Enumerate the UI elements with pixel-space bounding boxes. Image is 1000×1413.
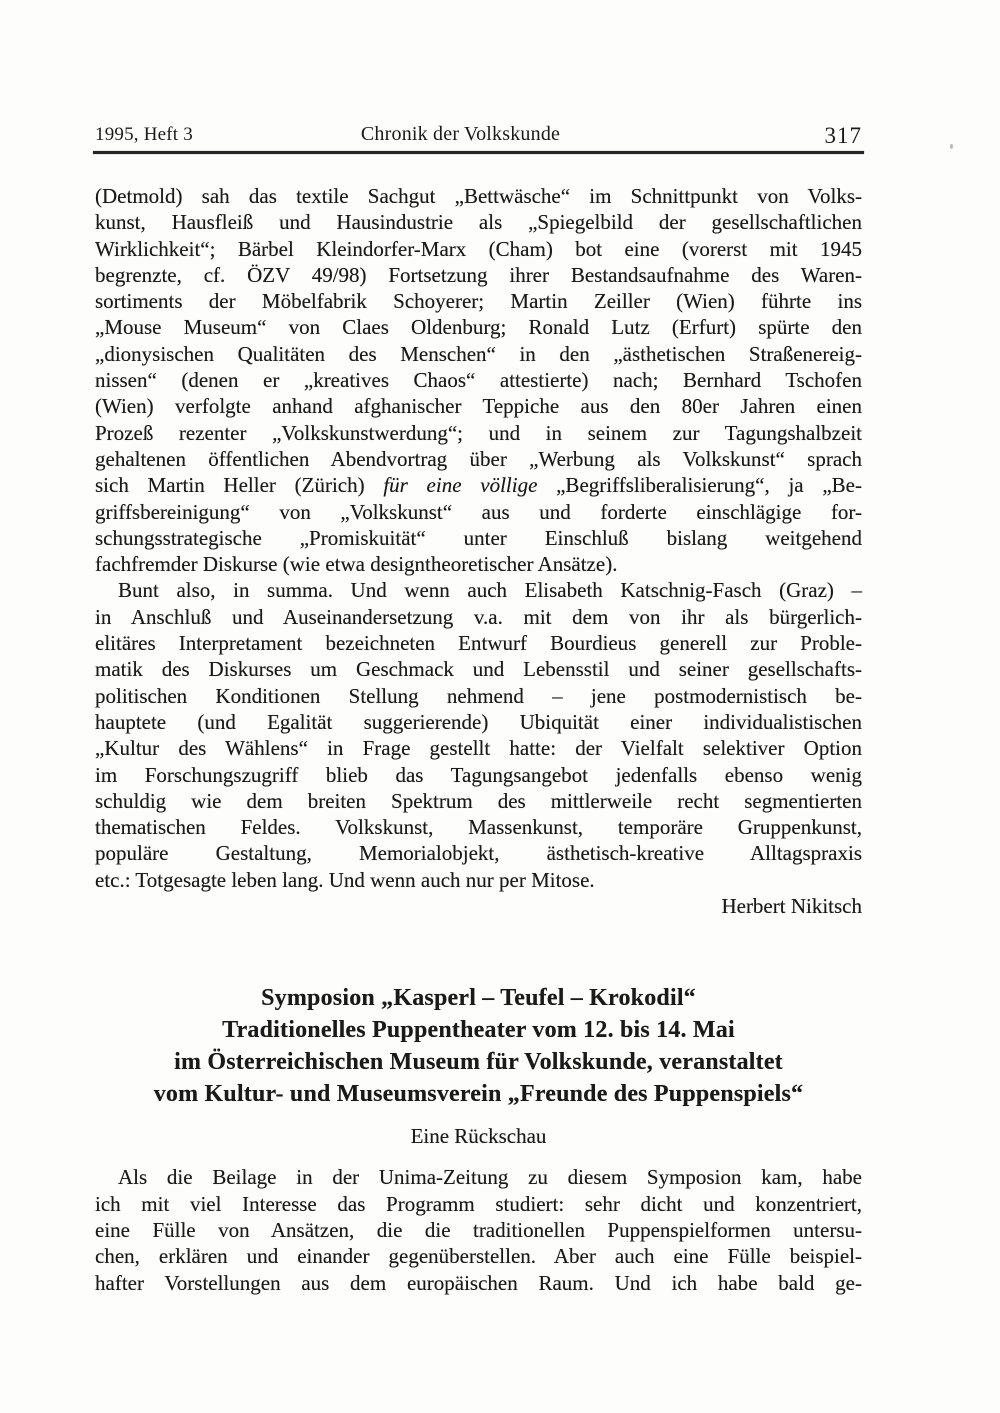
text-line: gehaltenen öffentlichen Abendvortrag über „Werbung als Volkskunst“ sprach xyxy=(95,446,862,471)
text-line: Traditionelles Puppentheater vom 12. bis 14. Mai xyxy=(222,1017,735,1044)
text-line: „Mouse Museum“ von Claes Oldenburg; Ronald Lutz (Erfurt) spürte den xyxy=(95,315,862,340)
italic-text-segment: für eine völlige xyxy=(383,473,538,498)
text-line xyxy=(95,472,862,498)
text-line: im Österreichischen Museum für Volkskunde, veranstaltet xyxy=(174,1049,783,1076)
text-line: elitäres Interpretament bezeichneten Entwurf Bourdieus generell zur Proble- xyxy=(95,631,862,656)
symposium-subtitle: Eine Rückschau xyxy=(410,1124,547,1149)
text-line: hafter Vorstellungen aus dem europäischen Raum. Und ich habe bald ge- xyxy=(95,1270,862,1295)
text-line: etc.: Totgesagte leben lang. Und wenn auch nur per Mitose. xyxy=(95,867,595,892)
text-line: thematischen Feldes. Volkskunst, Massenkunst, temporäre Gruppenkunst, xyxy=(95,815,862,840)
text-line: kunst, Hausfleiß und Hausindustrie als „Spiegelbild der gesellschaftlichen xyxy=(95,210,862,235)
header-rule xyxy=(93,151,864,154)
text-line: griffsbereinigung“ von „Volkskunst“ aus und forderte einschlägige for- xyxy=(95,499,862,524)
text-line: schuldig wie dem breiten Spektrum des mittlerweile recht segmentierten xyxy=(95,788,862,813)
attribution-author: Herbert Nikitsch xyxy=(721,894,862,919)
text-line: vom Kultur- und Museumsverein „Freunde des Puppenspiels“ xyxy=(153,1081,804,1108)
text-line: Symposion „Kasperl – Teufel – Krokodil“ xyxy=(261,985,696,1012)
text-line: im Forschungszugriff blieb das Tagungsangebot jedenfalls ebenso wenig xyxy=(95,762,862,787)
symposium-title xyxy=(95,982,862,1110)
header-issue: 1995, Heft 3 xyxy=(95,124,193,145)
text-line: populäre Gestaltung, Memorialobjekt, ästhetisch-kreative Alltagspraxis xyxy=(95,841,862,866)
article-body xyxy=(95,183,862,1296)
text-line: eine Fülle von Ansätzen, die die traditionellen Puppenspielformen untersu- xyxy=(95,1217,862,1242)
text-segment: sich Martin Heller (Zürich) xyxy=(95,473,384,498)
text-line: begrenzte, cf. ÖZV 49/98) Fortsetzung ihrer Bestandsaufnahme des Waren- xyxy=(95,262,862,287)
text-line: sortiments der Möbelfabrik Schoyerer; Martin Zeiller (Wien) führte ins xyxy=(95,289,862,314)
text-line: schungsstrategische „Promiskuität“ unter Einschluß bislang weitgehend xyxy=(95,525,862,550)
text-line: Prozeß rezenter „Volkskunstwerdung“; und in seinem zur Tagungshalbzeit xyxy=(95,420,862,445)
chronicle-paragraph-2 xyxy=(95,577,862,893)
symposium-paragraph-1 xyxy=(95,1164,862,1295)
text-segment: „Begriffsliberalisierung“, ja „Be- xyxy=(537,473,862,498)
text-line: Bunt also, in summa. Und wenn auch Elisabeth Katschnig-Fasch (Graz) – xyxy=(118,578,862,603)
header-page-number: 317 xyxy=(824,123,862,148)
running-header xyxy=(95,120,862,146)
text-line: fachfremder Diskurse (wie etwa designtheoretischer Ansätze). xyxy=(95,552,618,577)
text-line: Wirklichkeit“; Bärbel Kleindorfer-Marx (Cham) bot eine (vorerst mit 1945 xyxy=(95,236,862,261)
text-line: „Kultur des Wählens“ in Frage gestellt hatte: der Vielfalt selektiver Option xyxy=(95,736,862,761)
header-journal-title: Chronik der Volkskunde xyxy=(360,123,561,145)
text-line: (Detmold) sah das textile Sachgut „Bettwäsche“ im Schnittpunkt von Volks- xyxy=(95,184,862,208)
text-line: ich mit viel Interesse das Programm studiert: sehr dicht und konzentriert, xyxy=(95,1191,862,1216)
text-line: (Wien) verfolgte anhand afghanischer Teppiche aus den 80er Jahren einen xyxy=(95,394,862,419)
text-line: matik des Diskurses um Geschmack und Lebensstil und seiner gesellschafts- xyxy=(95,657,862,682)
chronicle-paragraph-1 xyxy=(95,183,862,577)
text-line: in Anschluß und Auseinandersetzung v.a. mit dem von ihr als bürgerlich- xyxy=(95,604,862,629)
text-line: hauptete (und Egalität suggerierende) Ubiquität einer individualistischen xyxy=(95,709,862,734)
text-line: Als die Beilage in der Unima-Zeitung zu diesem Symposion kam, habe xyxy=(118,1165,862,1190)
scan-artifact-speck xyxy=(950,144,953,149)
text-line: „dionysischen Qualitäten des Menschen“ in den „ästhetischen Straßenereig- xyxy=(95,341,862,366)
text-line: nissen“ (denen er „kreatives Chaos“ attestierte) nach; Bernhard Tschofen xyxy=(95,368,862,393)
text-line: chen, erklären und einander gegenüberstellen. Aber auch eine Fülle beispiel- xyxy=(95,1244,862,1269)
text-line: politischen Konditionen Stellung nehmend – jene postmodernistisch be- xyxy=(95,683,862,708)
